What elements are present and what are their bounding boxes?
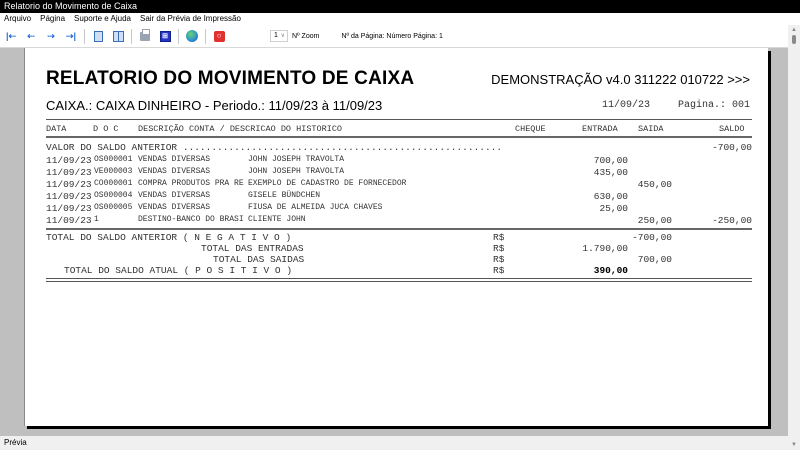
scroll-thumb[interactable]: [792, 35, 796, 44]
row-historico: FIUSA DE ALMEIDA JUCA CHAVES: [248, 203, 383, 212]
col-header-doc: D O C: [93, 124, 119, 134]
table-row: [46, 215, 752, 227]
row-doc: CO000001: [94, 179, 133, 188]
menu-arquivo[interactable]: Arquivo: [4, 14, 32, 23]
divider: [46, 228, 752, 230]
row-conta: VENDAS DIVERSAS: [138, 191, 211, 200]
close-preview-button[interactable]: [212, 29, 226, 43]
first-page-icon: |⇠: [5, 30, 17, 41]
menu-sair-previa[interactable]: Sair da Prévia de Impressão: [139, 14, 241, 23]
row-data: 11/09/23: [46, 203, 92, 214]
table-row: [46, 155, 752, 167]
divider: [46, 278, 752, 279]
saldo-anterior-value: -700,00: [712, 142, 752, 153]
report-page-number: Pagina.: 001: [677, 100, 750, 111]
total-saldo-anterior-label: TOTAL DO SALDO ANTERIOR ( N E G A T I V O ): [46, 232, 292, 243]
last-page-icon: ⇢|: [65, 30, 77, 41]
page-setup-icon: ⊞: [160, 31, 171, 42]
currency-label: R$: [493, 232, 505, 243]
last-page-button[interactable]: [64, 29, 78, 43]
saldo-anterior-label: VALOR DO SALDO ANTERIOR ........................................................: [46, 142, 503, 153]
row-data: 11/09/23: [46, 179, 92, 190]
row-conta: DESTINO-BANCO DO BRASI: [138, 215, 244, 224]
divider: [46, 281, 752, 282]
row-data: 11/09/23: [46, 155, 92, 166]
divider: [46, 136, 752, 138]
single-page-icon: [94, 31, 103, 42]
zoom-label: Nº Zoom: [292, 32, 320, 40]
total-saldo-anterior-value: -700,00: [632, 232, 672, 243]
status-text: Prévia: [4, 438, 27, 447]
row-historico: JOHN JOSEPH TRAVOLTA: [248, 155, 345, 164]
table-row: [46, 167, 752, 179]
row-doc: OS000001: [94, 155, 133, 164]
previous-page-button[interactable]: [24, 29, 38, 43]
toolbar-separator: [131, 29, 132, 44]
toolbar: [0, 25, 788, 48]
col-header-descricao: DESCRIÇÃO CONTA / DESCRICAO DO HISTORICO: [138, 124, 343, 134]
vertical-scrollbar[interactable]: [788, 25, 800, 450]
two-pages-button[interactable]: [111, 29, 125, 43]
window-title: Relatorio do Movimento de Caixa: [4, 1, 138, 11]
report-date: 11/09/23: [602, 100, 651, 111]
currency-label: R$: [493, 265, 505, 276]
col-header-data: DATA: [46, 124, 67, 134]
col-header-entrada: ENTRADA: [582, 124, 618, 134]
menu-bar: [0, 13, 800, 25]
row-doc: 1: [94, 215, 99, 224]
two-pages-icon: [113, 31, 124, 42]
toolbar-separator: [178, 29, 179, 44]
table-row: [46, 203, 752, 215]
row-entrada: 630,00: [593, 191, 628, 202]
col-header-saida: SAIDA: [638, 124, 664, 134]
page-setup-button[interactable]: [158, 29, 172, 43]
print-icon: [140, 32, 150, 41]
row-saida: 250,00: [637, 215, 672, 226]
row-saldo: -250,00: [712, 215, 752, 226]
first-page-button[interactable]: [4, 29, 18, 43]
scroll-down-icon[interactable]: ▼: [791, 442, 797, 448]
chevron-down-icon: ∨: [280, 33, 285, 39]
report-caixa-periodo: CAIXA.: CAIXA DINHEIRO - Periodo.: 11/09/23 à 11/09/23: [46, 98, 383, 113]
page-number-label: Nº da Página: Número Página: 1: [341, 32, 443, 40]
single-page-button[interactable]: [91, 29, 105, 43]
col-header-saldo: SALDO: [719, 124, 745, 134]
print-button[interactable]: [138, 29, 152, 43]
scroll-up-icon[interactable]: ▲: [791, 27, 797, 33]
row-historico: GISELE BÜNDCHEN: [248, 191, 321, 200]
table-row: [46, 191, 752, 203]
row-entrada: 435,00: [593, 167, 628, 178]
total-saidas-value: 700,00: [637, 254, 672, 265]
currency-label: R$: [493, 254, 505, 265]
report-version: DEMONSTRAÇÃO v4.0 311222 010722 >>>: [491, 72, 750, 87]
close-preview-icon: ○: [214, 31, 225, 42]
row-entrada: 25,00: [599, 203, 628, 214]
next-page-icon: ⇢: [47, 30, 55, 41]
total-entradas-value: 1.790,00: [582, 243, 628, 254]
row-historico: JOHN JOSEPH TRAVOLTA: [248, 167, 345, 176]
row-conta: VENDAS DIVERSAS: [138, 167, 211, 176]
toolbar-separator: [84, 29, 85, 44]
divider: [46, 119, 752, 120]
export-icon: [186, 30, 198, 42]
report-title: RELATORIO DO MOVIMENTO DE CAIXA: [46, 68, 415, 89]
zoom-value: 1: [274, 32, 278, 39]
zoom-select[interactable]: [270, 30, 288, 42]
next-page-button[interactable]: [44, 29, 58, 43]
row-doc: OS000005: [94, 203, 133, 212]
total-saldo-atual-value: 390,00: [593, 265, 628, 276]
toolbar-separator: [205, 29, 206, 44]
previous-page-icon: ⇠: [27, 30, 35, 41]
row-historico: CLIENTE JOHN: [248, 215, 306, 224]
row-data: 11/09/23: [46, 215, 92, 226]
row-conta: VENDAS DIVERSAS: [138, 155, 211, 164]
currency-label: R$: [493, 243, 505, 254]
row-doc: OS000004: [94, 191, 133, 200]
saldo-anterior-row: [46, 142, 752, 154]
row-historico: EXEMPLO DE CADASTRO DE FORNECEDOR: [248, 179, 407, 188]
export-button[interactable]: [185, 29, 199, 43]
status-bar: [0, 436, 788, 450]
row-saida: 450,00: [637, 179, 672, 190]
table-row: [46, 179, 752, 191]
row-entrada: 700,00: [593, 155, 628, 166]
total-saldo-atual-row: [46, 265, 752, 277]
total-saldo-atual-label: TOTAL DO SALDO ATUAL ( P O S I T I V O ): [64, 265, 293, 276]
row-conta: VENDAS DIVERSAS: [138, 203, 211, 212]
row-conta: COMPRA PRODUTOS PRA RE: [138, 179, 244, 188]
preview-viewport[interactable]: [0, 48, 788, 436]
window-title-bar: [0, 0, 800, 13]
report-page: [24, 48, 768, 426]
menu-suporte-ajuda[interactable]: Suporte e Ajuda: [74, 14, 131, 23]
col-header-cheque: CHEQUE: [515, 124, 546, 134]
row-data: 11/09/23: [46, 191, 92, 202]
total-saidas-label: TOTAL DAS SAIDAS: [213, 254, 305, 265]
total-entradas-label: TOTAL DAS ENTRADAS: [201, 243, 304, 254]
row-data: 11/09/23: [46, 167, 92, 178]
menu-pagina[interactable]: Página: [40, 14, 66, 23]
row-doc: VE000003: [94, 167, 133, 176]
